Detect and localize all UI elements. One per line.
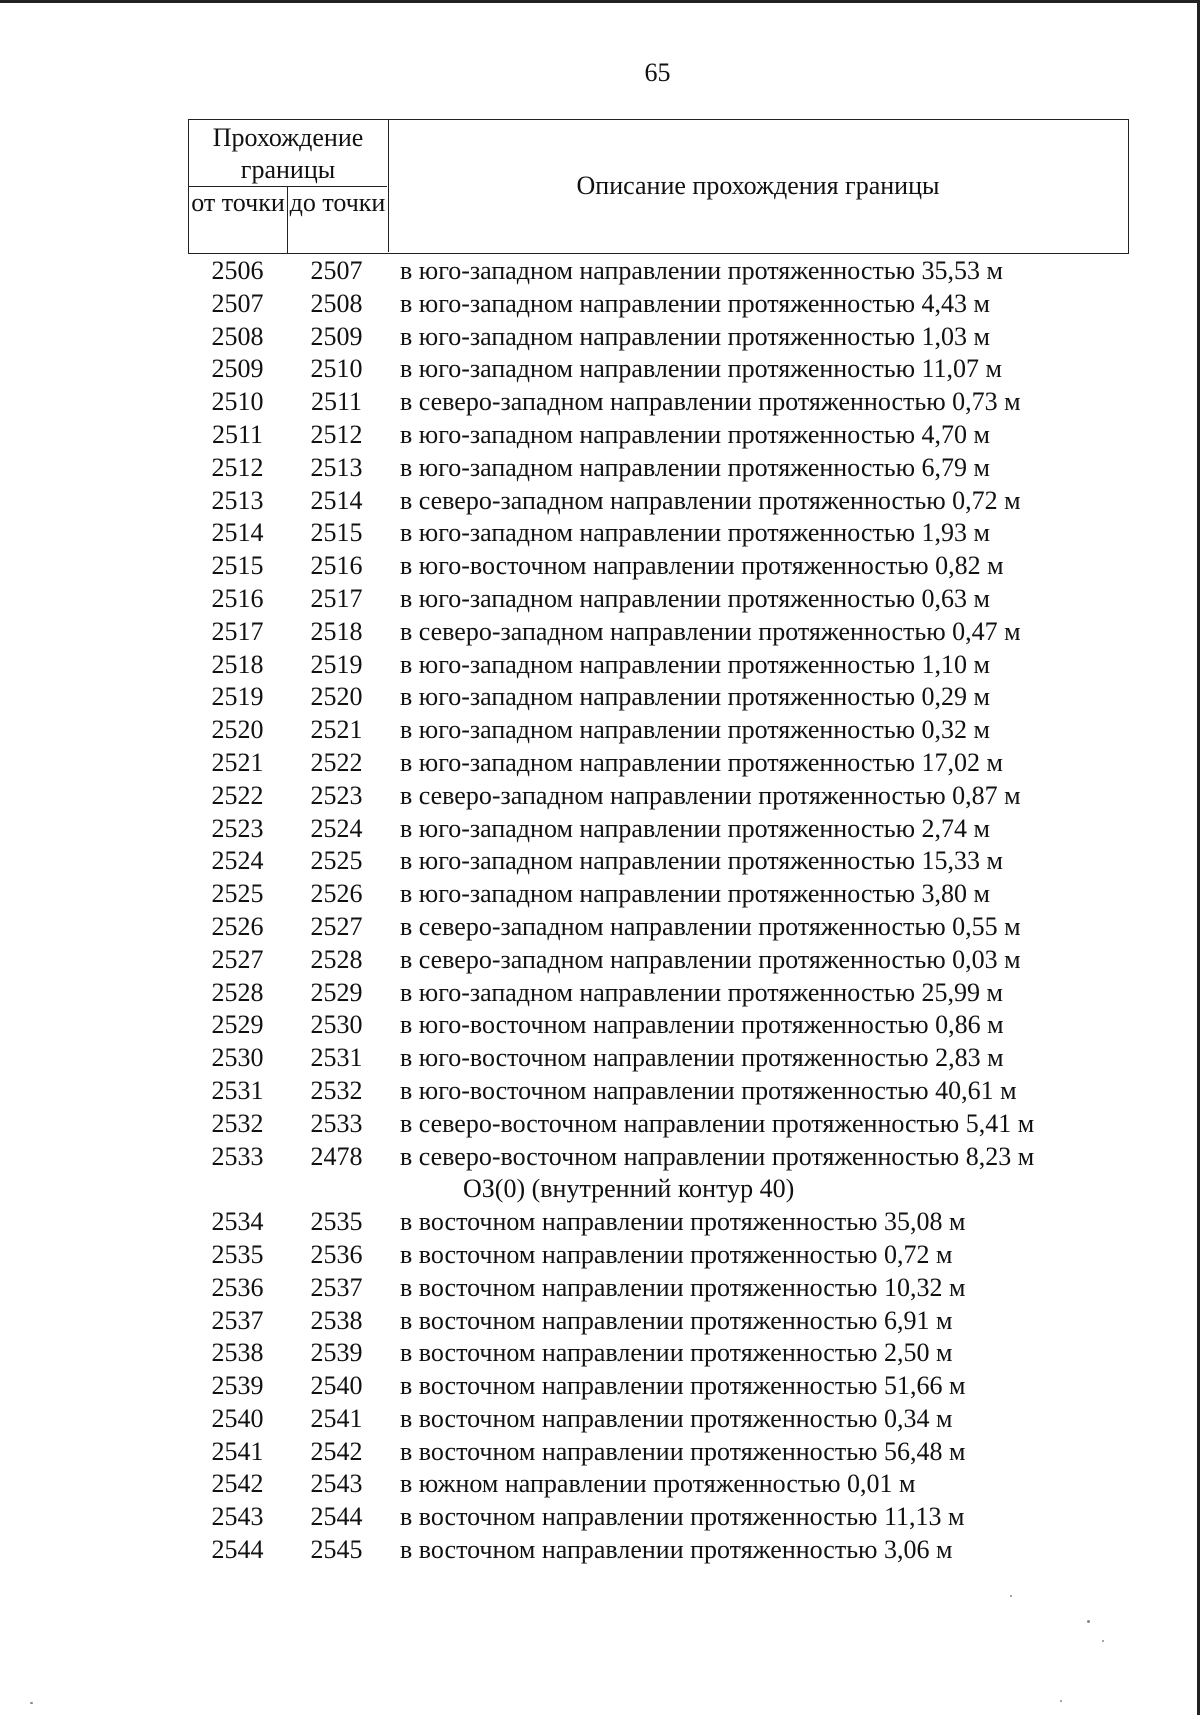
row-description: в юго-восточном направлении протяженностью 0,86 м — [400, 1010, 1004, 1040]
row-to-point: 2531 — [310, 1043, 363, 1073]
table-row — [188, 977, 1129, 1010]
table-row — [188, 419, 1129, 452]
row-description: в восточном направлении протяженностью 6,91 м — [400, 1305, 953, 1335]
table-row — [188, 681, 1129, 714]
table-row — [188, 1305, 1129, 1338]
row-from-point: 2507 — [211, 288, 264, 318]
row-from-point: 2512 — [211, 452, 264, 482]
table-row — [188, 944, 1129, 977]
row-description: в восточном направлении протяженностью 0,34 м — [400, 1403, 953, 1433]
scan-speck — [1010, 1595, 1012, 1597]
row-description: в восточном направлении протяженностью 10,32 м — [400, 1272, 966, 1302]
row-description: в юго-восточном направлении протяженностью 0,82 м — [400, 551, 1004, 581]
row-description: в северо-западном направлении протяженностью 0,72 м — [400, 485, 1021, 515]
row-from-point: 2528 — [211, 977, 264, 1007]
row-from-point: 2535 — [211, 1239, 264, 1269]
row-to-point: 2532 — [310, 1075, 363, 1105]
row-to-point: 2525 — [310, 846, 363, 876]
row-from-point: 2513 — [211, 485, 264, 515]
row-to-point: 2523 — [310, 780, 363, 810]
row-from-point: 2506 — [211, 256, 264, 285]
table-row — [188, 255, 1129, 288]
table-row — [188, 452, 1129, 485]
row-to-point: 2533 — [310, 1108, 363, 1138]
row-description: в северо-восточном направлении протяженностью 8,23 м — [400, 1141, 1035, 1171]
table-row — [188, 1436, 1129, 1469]
row-to-point: 2543 — [310, 1469, 363, 1499]
table-row — [188, 1403, 1129, 1436]
row-to-point: 2520 — [310, 682, 363, 712]
row-from-point: 2516 — [211, 583, 264, 613]
row-to-point: 2524 — [310, 813, 363, 843]
table-row — [188, 845, 1129, 878]
row-description: в юго-восточном направлении протяженностью 40,61 м — [400, 1075, 1017, 1105]
row-to-point: 2521 — [310, 715, 363, 745]
row-description: в юго-западном направлении протяженностью 6,79 м — [400, 452, 990, 482]
row-description: в юго-западном направлении протяженностью 4,70 м — [400, 419, 990, 449]
row-from-point: 2508 — [211, 321, 264, 351]
scan-speck — [30, 1702, 33, 1704]
row-to-point: 2528 — [310, 944, 363, 974]
row-from-point: 2514 — [211, 518, 264, 548]
row-from-point: 2518 — [211, 649, 264, 679]
table-row — [188, 353, 1129, 386]
row-to-point: 2530 — [310, 1010, 363, 1040]
row-from-point: 2527 — [211, 944, 264, 974]
row-to-point: 2544 — [310, 1502, 363, 1532]
header-to-point: до точки — [289, 188, 386, 217]
table-row — [188, 911, 1129, 944]
row-to-point: 2539 — [310, 1338, 363, 1368]
scan-speck — [1102, 1640, 1104, 1642]
table-row — [188, 485, 1129, 518]
row-from-point: 2525 — [211, 879, 264, 909]
row-description: в юго-западном направлении протяженностью 35,53 м — [400, 256, 1003, 285]
table-row — [188, 616, 1129, 649]
row-from-point: 2534 — [211, 1207, 264, 1237]
row-description: в юго-западном направлении протяженностью 0,32 м — [400, 715, 990, 745]
row-description: в северо-восточном направлении протяженностью 5,41 м — [400, 1108, 1035, 1138]
row-description: в северо-западном направлении протяженностью 0,47 м — [400, 616, 1021, 646]
table-row — [188, 813, 1129, 846]
row-description: в юго-западном направлении протяженностью 1,10 м — [400, 649, 990, 679]
header-from-point: от точки — [189, 187, 288, 253]
row-description: в восточном направлении протяженностью 3,06 м — [400, 1535, 953, 1565]
row-to-point: 2519 — [310, 649, 363, 679]
scan-speck — [1087, 1620, 1090, 1623]
row-to-point: 2507 — [310, 256, 363, 285]
table-row — [188, 714, 1129, 747]
table-row — [188, 1534, 1129, 1567]
row-description: в юго-западном направлении протяженностью 17,02 м — [400, 747, 1003, 777]
table-row — [188, 1370, 1129, 1403]
scan-speck — [1060, 1700, 1062, 1702]
row-to-point: 2508 — [310, 288, 363, 318]
row-from-point: 2538 — [211, 1338, 264, 1368]
section-title: ОЗ(0) (внутренний контур 40) — [463, 1174, 795, 1204]
row-from-point: 2532 — [211, 1108, 264, 1138]
row-description: в северо-западном направлении протяженностью 0,03 м — [400, 944, 1021, 974]
row-description: в восточном направлении протяженностью 35,08 м — [400, 1207, 966, 1237]
table-row — [188, 386, 1129, 419]
table-row — [188, 1206, 1129, 1239]
row-description: в восточном направлении протяженностью 2,50 м — [400, 1338, 953, 1368]
row-description: в юго-западном направлении протяженностью 0,63 м — [400, 583, 990, 613]
row-to-point: 2545 — [310, 1535, 363, 1565]
row-to-point: 2526 — [310, 879, 363, 909]
row-to-point: 2518 — [310, 616, 363, 646]
row-description: в северо-западном направлении протяженностью 0,87 м — [400, 780, 1021, 810]
row-from-point: 2522 — [211, 780, 264, 810]
table-row — [188, 550, 1129, 583]
row-from-point: 2515 — [211, 551, 264, 581]
row-description: в северо-западном направлении протяженностью 0,73 м — [400, 387, 1021, 417]
table-row — [188, 1009, 1129, 1042]
row-to-point: 2515 — [310, 518, 363, 548]
row-description: в юго-западном направлении протяженностью 0,29 м — [400, 682, 990, 712]
row-to-point: 2478 — [310, 1141, 363, 1171]
row-from-point: 2509 — [211, 354, 264, 384]
header-points-column — [189, 120, 389, 252]
row-to-point: 2510 — [310, 354, 363, 384]
row-description: в юго-западном направлении протяженностью 2,74 м — [400, 813, 990, 843]
row-description: в южном направлении протяженностью 0,01 м — [400, 1469, 916, 1499]
row-to-point: 2540 — [310, 1371, 363, 1401]
row-description: в юго-западном направлении протяженностью 1,03 м — [400, 321, 990, 351]
row-to-point: 2517 — [310, 583, 363, 613]
table-row — [188, 747, 1129, 780]
table-row — [188, 1042, 1129, 1075]
table-row — [188, 1337, 1129, 1370]
row-description: в юго-восточном направлении протяженностью 2,83 м — [400, 1043, 1004, 1073]
row-to-point: 2541 — [310, 1403, 363, 1433]
row-to-point: 2536 — [310, 1239, 363, 1269]
row-to-point: 2535 — [310, 1207, 363, 1237]
row-from-point: 2536 — [211, 1272, 264, 1302]
table-row — [188, 517, 1129, 550]
row-from-point: 2539 — [211, 1371, 264, 1401]
row-from-point: 2530 — [211, 1043, 264, 1073]
table-row — [188, 1239, 1129, 1272]
page-border-top — [0, 0, 1200, 3]
row-from-point: 2544 — [211, 1535, 264, 1565]
row-to-point: 2509 — [310, 321, 363, 351]
row-to-point: 2511 — [310, 387, 363, 417]
row-to-point: 2514 — [310, 485, 363, 515]
row-to-point: 2542 — [310, 1436, 363, 1466]
table-header — [188, 119, 1129, 254]
row-to-point: 2527 — [310, 911, 363, 941]
row-from-point: 2523 — [211, 813, 264, 843]
row-from-point: 2537 — [211, 1305, 264, 1335]
page-number: 65 — [644, 58, 671, 87]
header-group-label: Прохождение границы — [189, 120, 387, 187]
row-from-point: 2520 — [211, 715, 264, 745]
row-from-point: 2521 — [211, 747, 264, 777]
row-description: в северо-западном направлении протяженностью 0,55 м — [400, 911, 1021, 941]
row-from-point: 2531 — [211, 1075, 264, 1105]
table-row — [188, 1272, 1129, 1305]
table-body — [188, 255, 1129, 1567]
row-to-point: 2516 — [310, 551, 363, 581]
table-row — [188, 583, 1129, 616]
row-to-point: 2537 — [310, 1272, 363, 1302]
table-row — [188, 1468, 1129, 1501]
row-to-point: 2529 — [310, 977, 363, 1007]
table-row — [188, 1501, 1129, 1534]
table-row — [188, 1108, 1129, 1141]
row-description: в восточном направлении протяженностью 11,13 м — [400, 1502, 965, 1532]
header-description: Описание прохождения границы — [576, 171, 940, 200]
row-to-point: 2512 — [310, 419, 363, 449]
table-row — [188, 649, 1129, 682]
row-from-point: 2529 — [211, 1010, 264, 1040]
row-description: в восточном направлении протяженностью 0,72 м — [400, 1239, 953, 1269]
row-description: в юго-западном направлении протяженностью 11,07 м — [400, 354, 1003, 384]
table-row — [188, 878, 1129, 911]
row-from-point: 2540 — [211, 1403, 264, 1433]
table-row — [188, 1141, 1129, 1174]
table-row — [188, 780, 1129, 813]
row-from-point: 2519 — [211, 682, 264, 712]
row-from-point: 2510 — [211, 387, 264, 417]
row-description: в юго-западном направлении протяженностью 1,93 м — [400, 518, 990, 548]
row-description: в восточном направлении протяженностью 51,66 м — [400, 1371, 966, 1401]
row-description: в юго-западном направлении протяженностью 4,43 м — [400, 288, 990, 318]
row-description: в юго-западном направлении протяженностью 3,80 м — [400, 879, 990, 909]
row-description: в восточном направлении протяженностью 56,48 м — [400, 1436, 966, 1466]
table-row — [188, 1075, 1129, 1108]
row-from-point: 2511 — [211, 419, 264, 449]
row-from-point: 2517 — [211, 616, 264, 646]
row-to-point: 2538 — [310, 1305, 363, 1335]
row-to-point: 2522 — [310, 747, 363, 777]
row-from-point: 2526 — [211, 911, 264, 941]
row-from-point: 2524 — [211, 846, 264, 876]
row-to-point: 2513 — [310, 452, 363, 482]
row-from-point: 2542 — [211, 1469, 264, 1499]
row-description: в юго-западном направлении протяженностью 15,33 м — [400, 846, 1003, 876]
row-from-point: 2543 — [211, 1502, 264, 1532]
row-description: в юго-западном направлении протяженностью 25,99 м — [400, 977, 1003, 1007]
row-from-point: 2541 — [211, 1436, 264, 1466]
table-row — [188, 321, 1129, 354]
table-row — [188, 288, 1129, 321]
row-from-point: 2533 — [211, 1141, 264, 1171]
